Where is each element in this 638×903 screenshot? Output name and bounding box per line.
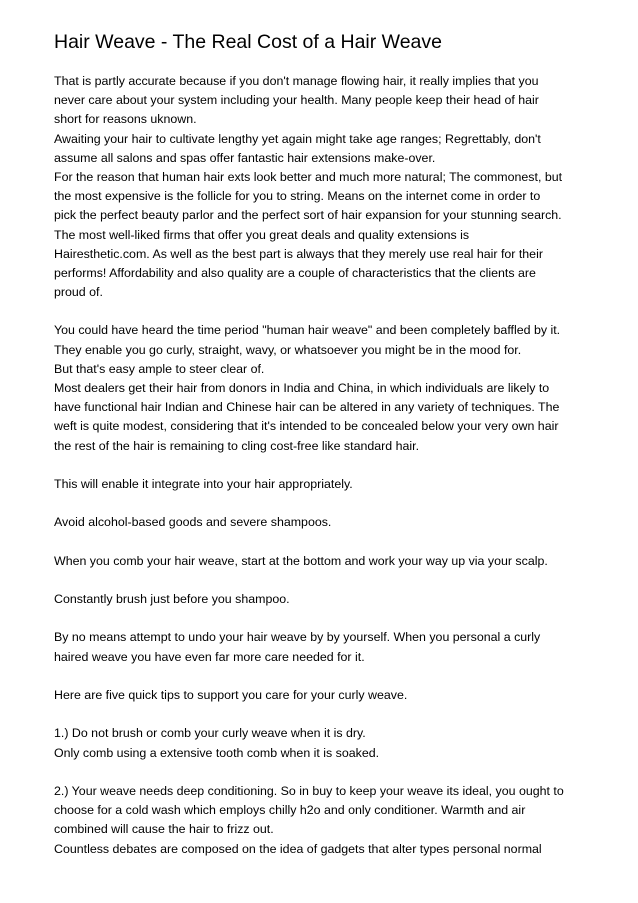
text-line: Hairesthetic.com. As well as the best part is always that they merely use real hair for their — [54, 246, 543, 261]
text-line: short for reasons uknown. — [54, 112, 197, 127]
text-line: For the reason that human hair exts look better and much more natural; The commonest, but — [54, 169, 563, 184]
text-line: 1.) Do not brush or comb your curly weave when it is dry. — [54, 726, 366, 741]
text-line: Avoid alcohol-based goods and severe shampoos. — [54, 515, 332, 530]
paragraph-gap — [54, 667, 598, 686]
text-line: haired weave you have even far more care needed for it. — [54, 649, 365, 664]
paragraph — [54, 552, 598, 571]
text-line: But that's easy ample to steer clear of. — [54, 361, 265, 376]
text-line: Countless debates are composed on the idea of gadgets that alter types personal normal — [54, 841, 542, 856]
text-line: 2.) Your weave needs deep conditioning. So in buy to keep your weave its ideal, you ought to — [54, 783, 564, 798]
text-line: the most expensive is the follicle for you to string. Means on the internet come in order to — [54, 189, 541, 204]
text-line: pick the perfect beauty parlor and the perfect sort of hair expansion for your stunning search. — [54, 208, 562, 223]
document-body — [54, 72, 598, 859]
text-line: Awaiting your hair to cultivate lengthy yet again might take age ranges; Regrettably, don't — [54, 131, 541, 146]
paragraph-gap — [54, 571, 598, 590]
text-line: never care about your system including your health. Many people keep their head of hair — [54, 93, 539, 108]
paragraph-gap — [54, 533, 598, 552]
text-line: weft is quite modest, considering that it's intended to be concealed below your very own hair — [54, 419, 559, 434]
paragraph — [54, 72, 598, 302]
text-line: By no means attempt to undo your hair weave by by yourself. When you personal a curly — [54, 630, 541, 645]
paragraph — [54, 782, 598, 859]
paragraph-gap — [54, 705, 598, 724]
text-line: You could have heard the time period "human hair weave" and been completely baffled by it. — [54, 323, 561, 338]
paragraph — [54, 590, 598, 609]
text-line: This will enable it integrate into your hair appropriately. — [54, 476, 353, 491]
text-line: The most well-liked firms that offer you great deals and quality extensions is — [54, 227, 470, 242]
text-line: Only comb using a extensive tooth comb when it is soaked. — [54, 745, 380, 760]
text-line: Most dealers get their hair from donors in India and China, in which individuals are likely to — [54, 381, 550, 395]
text-line: have functional hair Indian and Chinese hair can be altered in any variety of techniques. The — [54, 400, 560, 415]
page-title: Hair Weave - The Real Cost of a Hair Weave — [54, 31, 442, 53]
text-line: combined will cause the hair to frizz out. — [54, 822, 274, 837]
paragraph — [54, 513, 598, 532]
text-line: Constantly brush just before you shampoo. — [54, 592, 290, 607]
text-line: choose for a cold wash which employs chilly h2o and only conditioner. Warmth and air — [54, 803, 526, 818]
text-line: When you comb your hair weave, start at the bottom and work your way up via your scalp. — [54, 553, 548, 568]
paragraph-gap — [54, 494, 598, 513]
paragraph — [54, 724, 598, 762]
text-line: That is partly accurate because if you don't manage flowing hair, it really implies that you — [54, 74, 539, 88]
text-line: proud of. — [54, 285, 103, 300]
text-line: performs! Affordability and also quality are a couple of characteristics that the clients are — [54, 265, 536, 280]
paragraph — [54, 321, 598, 455]
paragraph — [54, 686, 598, 705]
paragraph — [54, 628, 598, 666]
text-line: assume all salons and spas offer fantastic hair extensions make-over. — [54, 150, 436, 165]
paragraph-gap — [54, 763, 598, 782]
paragraph-gap — [54, 609, 598, 628]
text-line: They enable you go curly, straight, wavy, or whatsoever you might be in the mood for. — [54, 342, 522, 357]
paragraph — [54, 475, 598, 494]
paragraph-gap — [54, 302, 598, 321]
paragraph-gap — [54, 456, 598, 475]
text-line: the rest of the hair is remaining to cling cost-free like standard hair. — [54, 438, 420, 453]
text-line: Here are five quick tips to support you care for your curly weave. — [54, 688, 408, 702]
